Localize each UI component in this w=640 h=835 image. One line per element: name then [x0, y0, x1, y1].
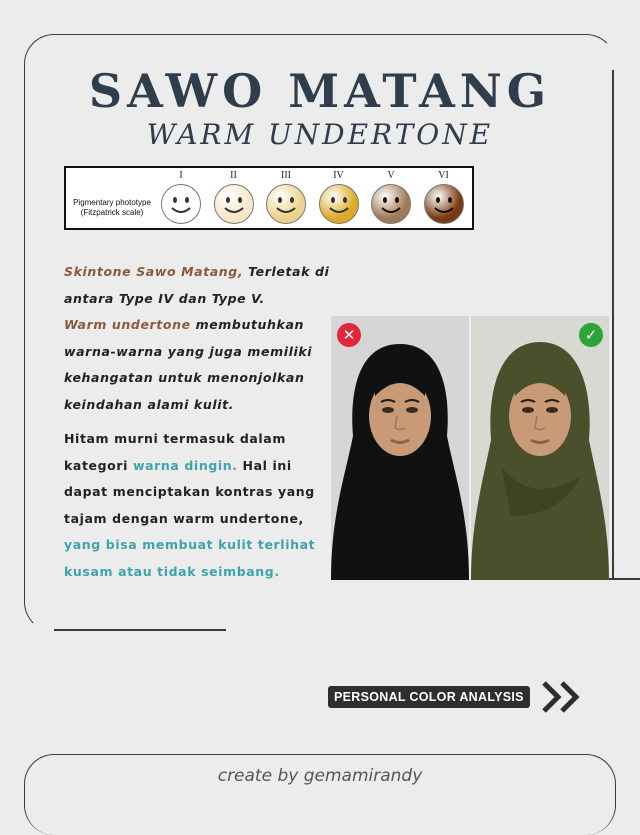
footer-credit: create by gemamirandy [217, 766, 423, 786]
wrong-icon: ✕ [337, 323, 361, 347]
phototype-roman: IV [333, 170, 344, 181]
phototype-4 [316, 170, 362, 224]
skintone-highlight: Skintone Sawo Matang, [64, 264, 244, 279]
fitzpatrick-scale [64, 166, 474, 230]
undertone-highlight: Warm undertone [64, 317, 191, 332]
page-subtitle: WARM UNDERTONE [146, 118, 494, 151]
photo-black-hijab [331, 316, 469, 580]
phototype-1 [158, 170, 204, 224]
smiley-face-icon [371, 184, 411, 224]
phototype-roman: VI [438, 170, 449, 181]
dull-skin-highlight: yang bisa membuat kulit terlihat kusam atau tidak seimbang. [64, 537, 316, 579]
photo-olive-hijab [471, 316, 609, 580]
scale-label: Pigmentary phototype (Fitzpatrick scale) [73, 198, 151, 217]
smiley-face-icon [214, 184, 254, 224]
phototype-3 [263, 170, 309, 224]
phototype-roman: I [179, 170, 183, 181]
check-icon: ✓ [579, 323, 603, 347]
olive-hijab-illustration [471, 316, 609, 580]
paragraph-undertone: Skintone Sawo Matang, Terletak di antara Type IV dan Type V. Warm undertone membutuhkan warna-warna yang juga memiliki kehangatan untuk menonjolkan keindahan alami kulit. [64, 264, 330, 412]
frame-accent-line [606, 578, 640, 580]
smiley-face-icon [319, 184, 359, 224]
phototype-2 [211, 170, 257, 224]
phototype-roman: V [387, 170, 395, 181]
phototype-6 [421, 170, 467, 224]
next-arrows-icon[interactable] [540, 680, 584, 718]
paragraph-contrast: Hitam murni termasuk dalam kategori warna dingin. Hal ini dapat menciptakan kontras yang tajam dengan warm undertone, yang bisa membuat kulit terlihat kusam atau tidak seimbang. [64, 431, 316, 579]
smiley-face-icon [266, 184, 306, 224]
phototype-roman: III [281, 170, 291, 181]
phototype-5 [368, 170, 414, 224]
category-tag: PERSONAL COLOR ANALYSIS [328, 686, 530, 708]
cool-color-highlight: warna dingin. [132, 457, 238, 473]
phototype-roman: II [230, 170, 237, 181]
frame-bottom-line [54, 629, 226, 631]
smiley-face-icon [161, 184, 201, 224]
smiley-face-icon [424, 184, 464, 224]
page-title: SAWO MATANG [88, 64, 552, 118]
black-hijab-illustration [331, 316, 469, 580]
